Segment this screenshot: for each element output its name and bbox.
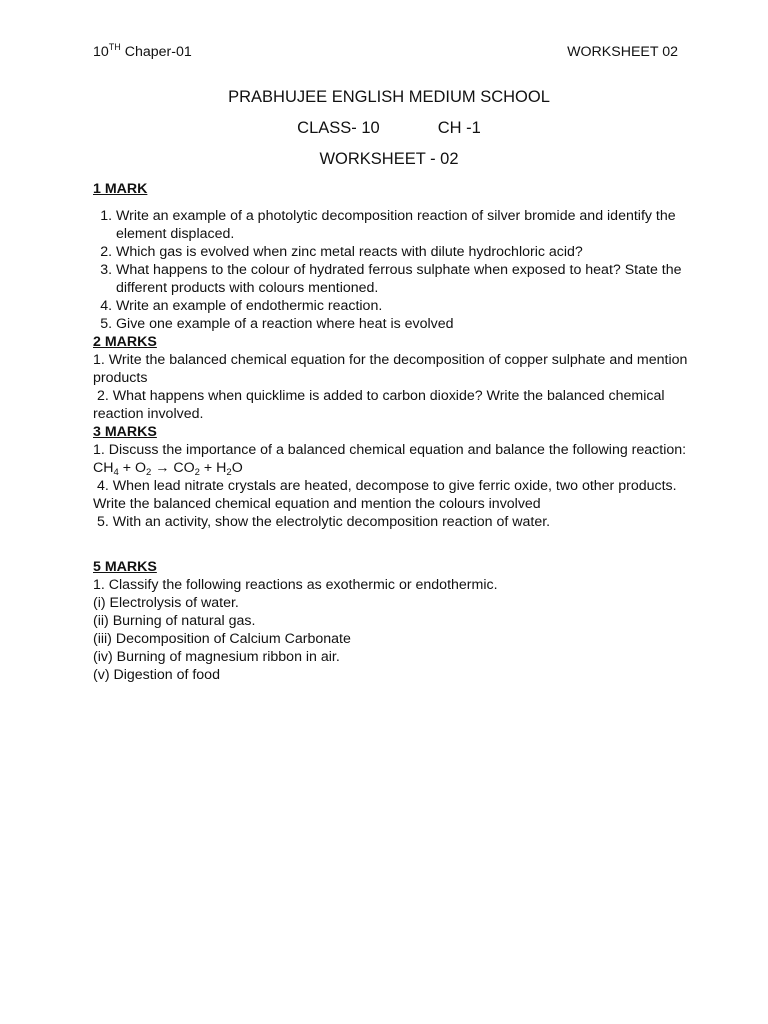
equation-part: + H (199, 460, 227, 476)
question-item: 1. Write the balanced chemical equation for the decomposition of copper sulphate and mention products (93, 352, 688, 386)
chapter-label: Chaper-01 (120, 44, 192, 60)
equation-part: + O (118, 460, 147, 476)
subscript: 2 (226, 467, 232, 478)
list-item: (ii) Burning of natural gas. (93, 613, 256, 629)
question-item: 3. What happens to the colour of hydrated ferrous sulphate when exposed to heat? State the different products with colours mentioned. (116, 261, 693, 297)
section-heading-3-marks: 3 MARKS (93, 424, 157, 440)
subscript: 2 (146, 467, 152, 478)
section-heading-2-marks: 2 MARKS (93, 334, 157, 350)
worksheet-content (93, 180, 693, 684)
question-item: 1. Classify the following reactions as exothermic or endothermic. (93, 577, 498, 593)
section-heading-5-marks: 5 MARKS (93, 559, 157, 575)
question-item: 2. Which gas is evolved when zinc metal reacts with dilute hydrochloric acid? (116, 243, 693, 261)
school-title: PRABHUJEE ENGLISH MEDIUM SCHOOL (228, 88, 550, 106)
list-item: (iv) Burning of magnesium ribbon in air. (93, 649, 340, 665)
question-item: 5. With an activity, show the electrolytic decomposition reaction of water. (93, 514, 551, 530)
chapter-ordinal-suffix: TH (108, 42, 121, 52)
equation-part: O (231, 460, 243, 476)
question-item: 4. Write an example of endothermic reaction. (116, 297, 693, 315)
question-text: 1. Discuss the importance of a balanced chemical equation and balance the following reaction: CH (93, 442, 687, 476)
class-label: CLASS- 10 (297, 119, 380, 137)
class-chapter-line (0, 119, 768, 137)
list-item: (iii) Decomposition of Calcium Carbonate (93, 631, 351, 647)
question-item: 5. Give one example of a reaction where heat is evolved (116, 315, 693, 333)
worksheet-title: WORKSHEET - 02 (319, 150, 459, 168)
subscript: 4 (113, 467, 119, 478)
equation-part: → CO (151, 460, 195, 476)
question-item: 4. When lead nitrate crystals are heated, decompose to give ferric oxide, two other products. Write the balanced chemical equation and mention the colours involved (93, 478, 681, 512)
question-item (93, 441, 693, 477)
subscript: 2 (194, 467, 200, 478)
section-heading-1-mark: 1 MARK (93, 181, 148, 197)
chapter-number: 10 (93, 44, 109, 60)
chapter-header (93, 43, 192, 61)
list-item: (v) Digestion of food (93, 667, 220, 683)
worksheet-header: WORKSHEET 02 (567, 44, 678, 60)
list-item: (i) Electrolysis of water. (93, 595, 239, 611)
question-item: 2. What happens when quicklime is added to carbon dioxide? Write the balanced chemical reaction involved. (93, 388, 669, 422)
question-item: 1. Write an example of a photolytic decomposition reaction of silver bromide and identify the element displaced. (116, 207, 693, 243)
chapter-code: CH -1 (437, 119, 481, 137)
one-mark-question-list (93, 207, 693, 333)
